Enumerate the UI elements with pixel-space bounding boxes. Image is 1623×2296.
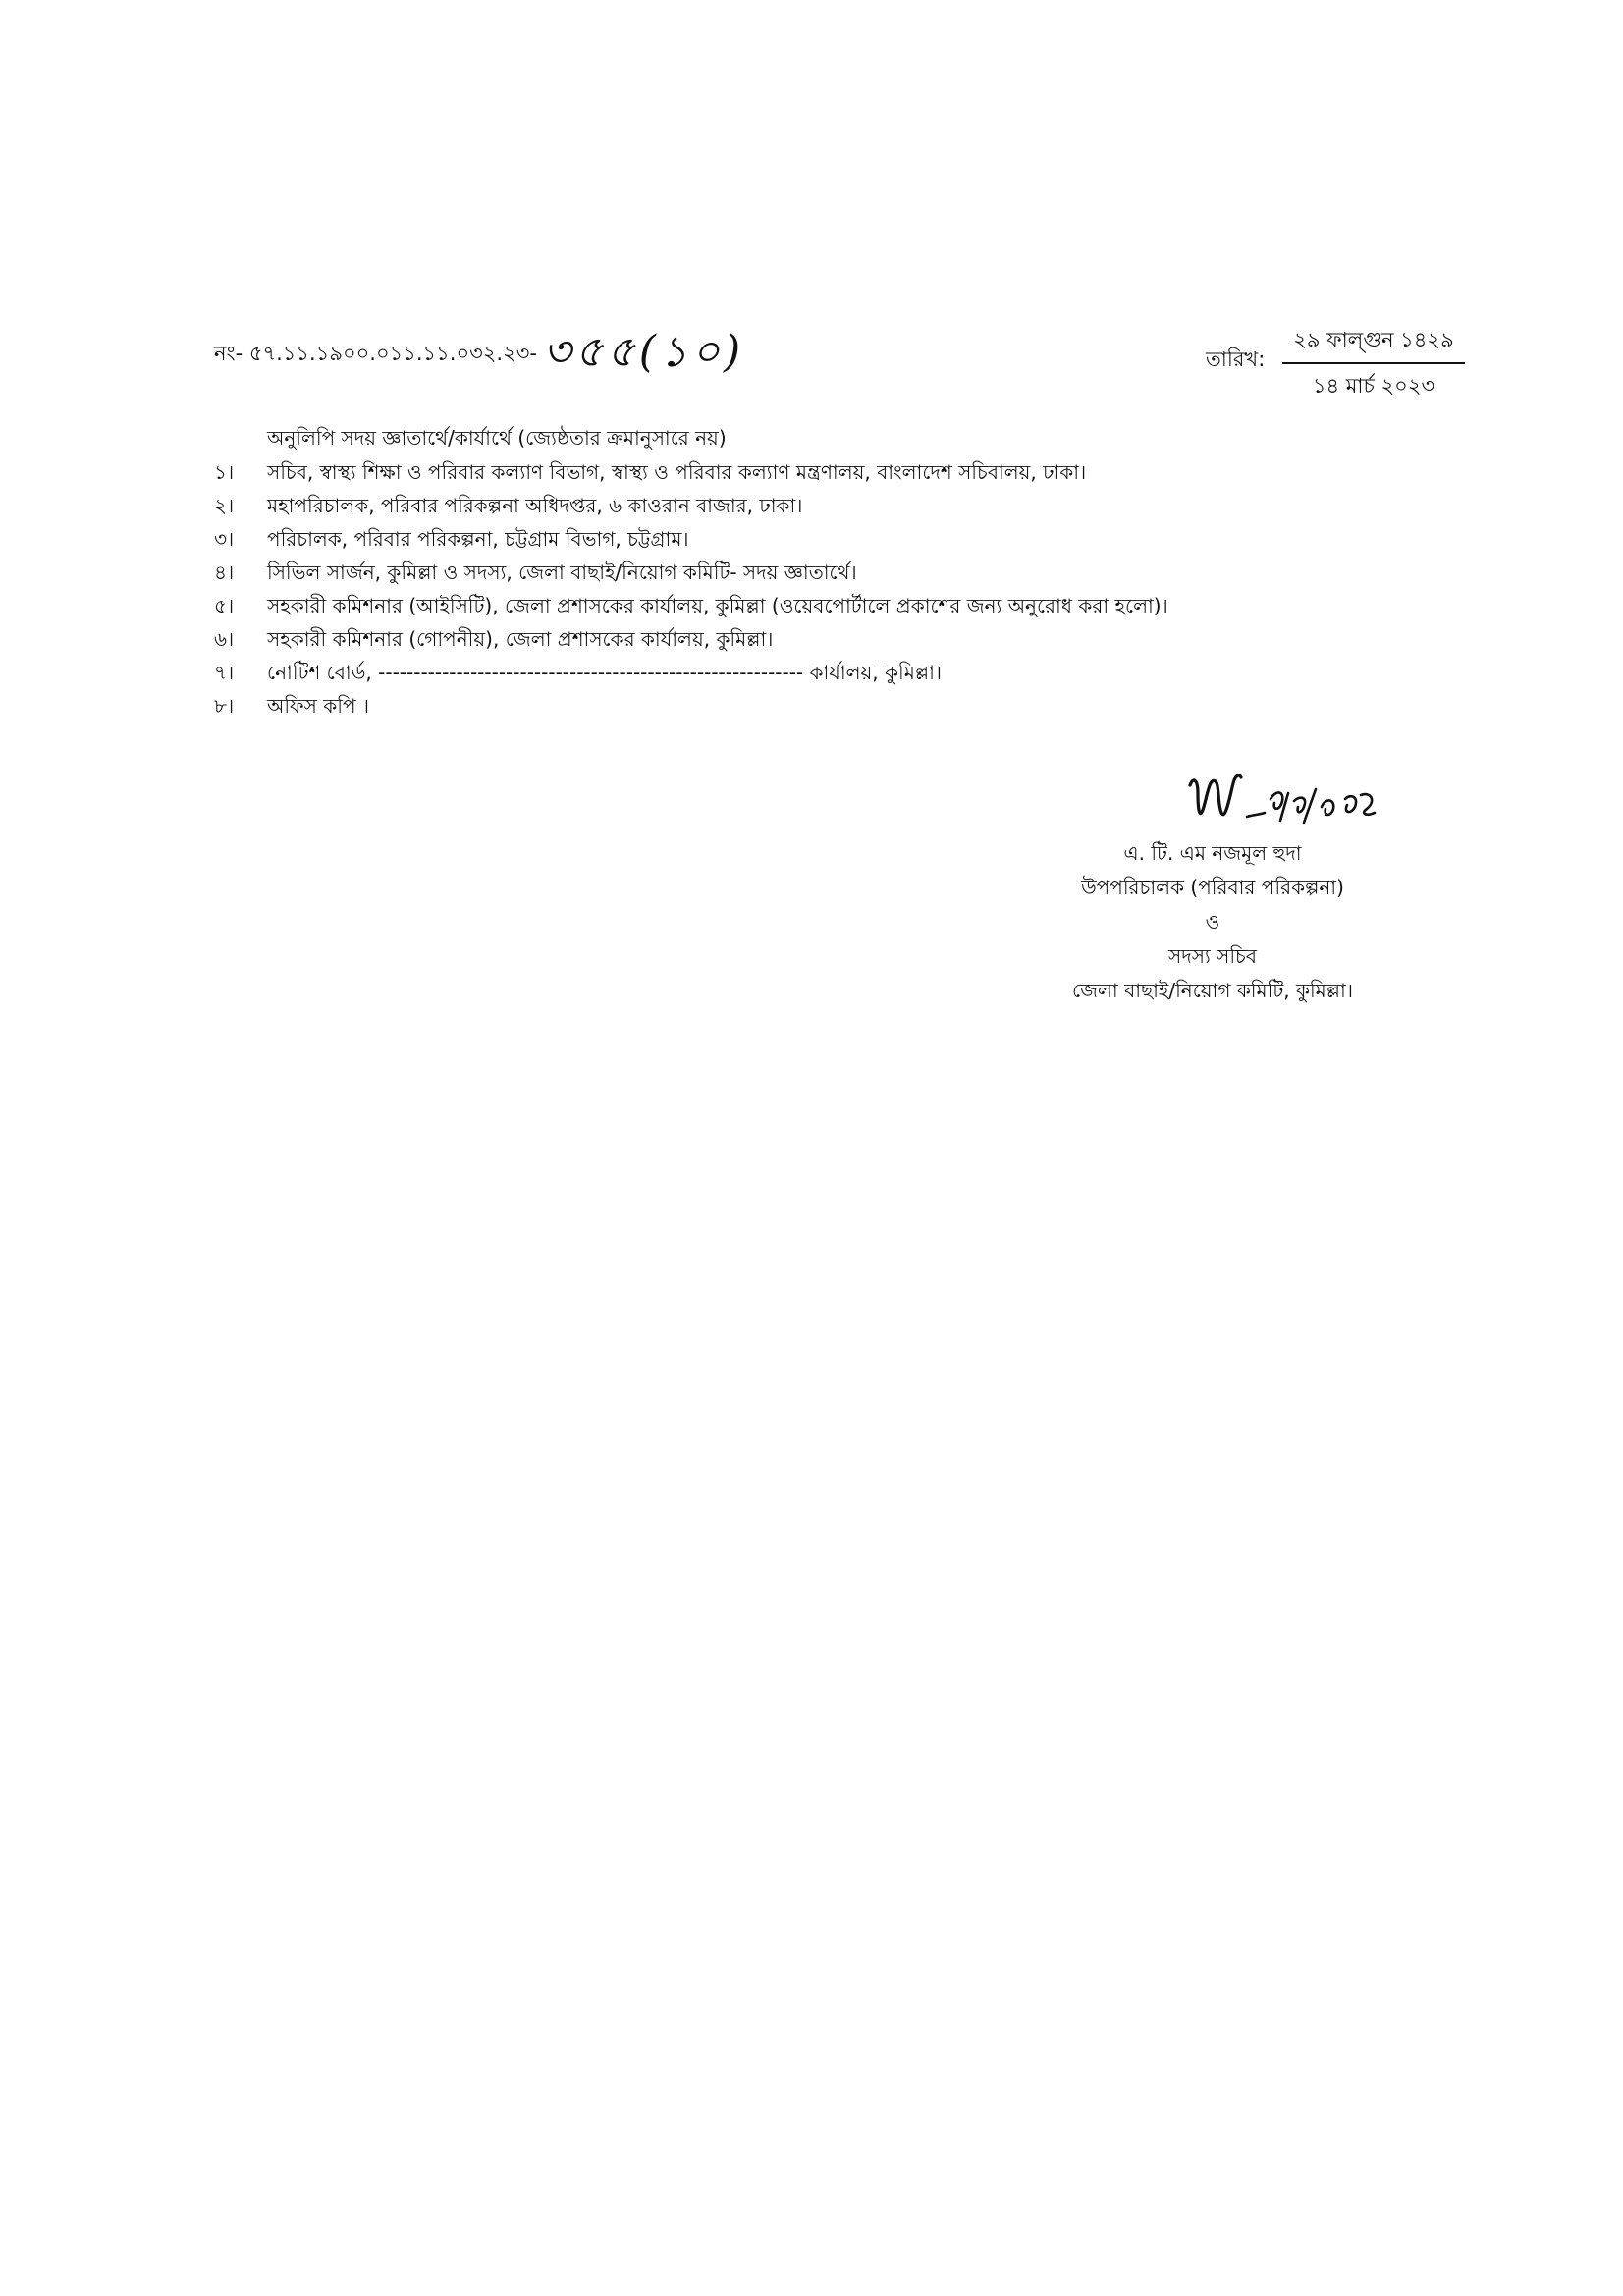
copies-list [214, 457, 1168, 724]
list-item-number: ৩। [214, 526, 235, 551]
list-item-text: সিভিল সার্জন, কুমিল্লা ও সদস্য, জেলা বাছাই/নিয়োগ কমিটি- সদয় জ্ঞাতার্থে। [267, 560, 857, 584]
list-item-number: ৭। [214, 660, 235, 684]
list-item-text: সহকারী কমিশনার (আইসিটি), জেলা প্রশাসকের কার্যালয়, কুমিল্লা (ওয়েবপোর্টালে প্রকাশের জন্য অনুরোধ করা হলো)। [267, 593, 1168, 617]
signatory-role: সদস্য সচিব [1168, 944, 1257, 968]
reference-number-prefix: নং- ৫৭.১১.১৯০০.০১১.১১.০৩২.২৩- [214, 342, 537, 365]
handwritten-signature [1178, 756, 1473, 836]
english-date: ১৪ মার্চ ২০২৩ [1312, 374, 1435, 398]
reference-number [214, 319, 744, 391]
list-item [214, 591, 1168, 624]
list-item-number: ৮। [214, 693, 235, 718]
signature-block [1031, 836, 1394, 1008]
list-item-text: সচিব, স্বাস্থ্য শিক্ষা ও পরিবার কল্যাণ বিভাগ, স্বাস্থ্য ও পরিবার কল্যাণ মন্ত্রণালয়, বাংলাদেশ সচিবালয়, ঢাকা। [267, 459, 1087, 484]
date-label: তারিখ: [1206, 347, 1266, 371]
copies-heading: অনুলিপি সদয় জ্ঞাতার্থে/কার্যার্থে (জ্যেষ্ঠতার ক্রমানুসারে নয়) [267, 426, 727, 450]
list-item [214, 658, 1168, 691]
list-item [214, 491, 1168, 524]
bangla-date: ২৯ ফাল্গুন ১৪২৯ [1282, 324, 1465, 364]
signatory-name: এ. টি. এম নজমূল হুদা [1123, 841, 1302, 865]
list-item [214, 524, 1168, 558]
list-item-number: ১। [214, 459, 235, 484]
list-item [214, 691, 1168, 724]
list-item-number: ২। [214, 493, 235, 517]
list-item-number: ৪। [214, 560, 235, 584]
signatory-committee: জেলা বাছাই/নিয়োগ কমিটি, কুমিল্লা। [1072, 979, 1353, 1002]
list-item [214, 624, 1168, 658]
list-item-text: সহকারী কমিশনার (গোপনীয়), জেলা প্রশাসকের কার্যালয়, কুমিল্লা। [267, 626, 774, 651]
signatory-designation: উপপরিচালক (পরিবার পরিকল্পনা) [1081, 876, 1344, 899]
list-item-text: অফিস কপি । [267, 693, 370, 718]
date-stack [1282, 324, 1465, 404]
list-item [214, 457, 1168, 491]
list-item-number: ৫। [214, 593, 235, 617]
list-item [214, 558, 1168, 591]
list-item-number: ৬। [214, 626, 235, 651]
signatory-conjunction: ও [1205, 910, 1220, 934]
list-item-text: পরিচালক, পরিবার পরিকল্পনা, চট্টগ্রাম বিভাগ, চট্টগ্রাম। [267, 526, 689, 551]
list-item-text: মহাপরিচালক, পরিবার পরিকল্পনা অধিদপ্তর, ৬ কাওরান বাজার, ঢাকা। [267, 493, 803, 517]
reference-handwritten-suffix: ৩৫৫(১০) [542, 327, 745, 377]
list-item-text: নোটিশ বোর্ড, ------------------------------------------------------------ কার্যালয়, কুমিল্লা। [267, 660, 943, 684]
